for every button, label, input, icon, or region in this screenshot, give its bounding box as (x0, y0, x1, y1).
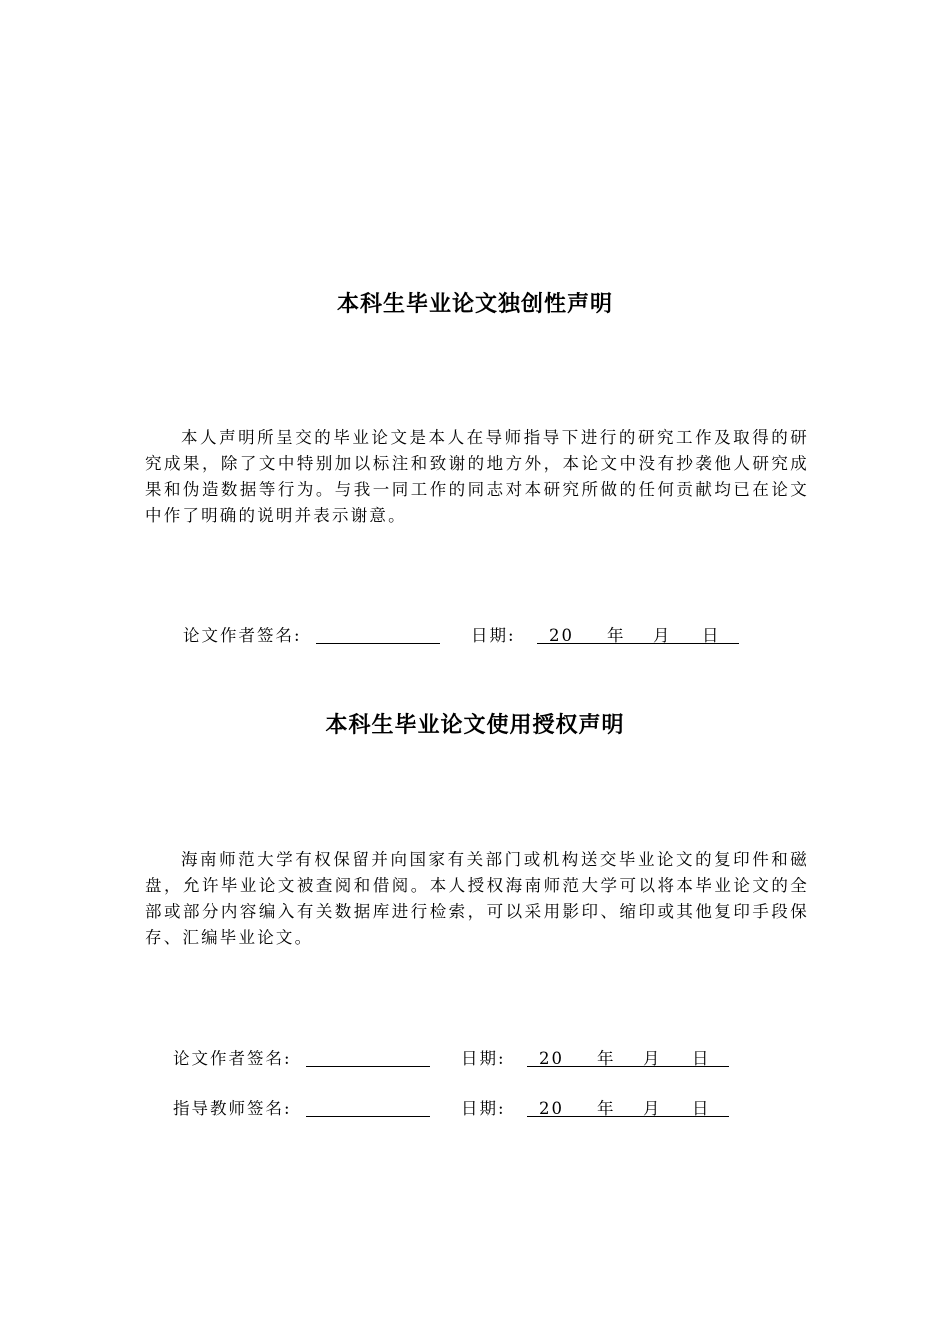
advisor-signature-blank[interactable] (306, 1116, 430, 1117)
originality-title: 本科生毕业论文独创性声明 (336, 292, 613, 317)
month-char: 月 (643, 1099, 662, 1118)
date-label: 日期: (461, 1049, 506, 1068)
month-char: 月 (653, 626, 672, 645)
date-label: 日期: (461, 1099, 506, 1118)
author-signature-label: 论文作者签名: (173, 1049, 292, 1068)
year-prefix: 20 (539, 1099, 564, 1118)
day-char: 日 (692, 1099, 711, 1118)
year-char: 年 (597, 1099, 616, 1118)
advisor-signature-label: 指导教师签名: (173, 1099, 292, 1118)
date-label: 日期: (471, 626, 516, 645)
author-signature-blank[interactable] (316, 643, 440, 644)
authorization-title: 本科生毕业论文使用授权声明 (325, 713, 625, 738)
originality-body: 本人声明所呈交的毕业论文是本人在导师指导下进行的研究工作及取得的研究成果，除了文中特别加以标注和致谢的地方外，本论文中没有抄袭他人研究成果和伪造数据等行为。与我一同工作的同志对本研究所做的任何贡献均已在论文中作了明确的说明并表示谢意。 (145, 428, 809, 525)
year-prefix: 20 (549, 626, 574, 645)
author-signature-label: 论文作者签名: (183, 626, 302, 645)
day-char: 日 (702, 626, 721, 645)
month-char: 月 (643, 1049, 662, 1068)
year-prefix: 20 (539, 1049, 564, 1068)
day-char: 日 (692, 1049, 711, 1068)
author-signature-blank[interactable] (306, 1066, 430, 1067)
authorization-body: 海南师范大学有权保留并向国家有关部门或机构送交毕业论文的复印件和磁盘，允许毕业论文被查阅和借阅。本人授权海南师范大学可以将本毕业论文的全部或部分内容编入有关数据库进行检索，可以采用影印、缩印或其他复印手段保存、汇编毕业论文。 (145, 850, 809, 947)
year-char: 年 (607, 626, 626, 645)
year-char: 年 (597, 1049, 616, 1068)
